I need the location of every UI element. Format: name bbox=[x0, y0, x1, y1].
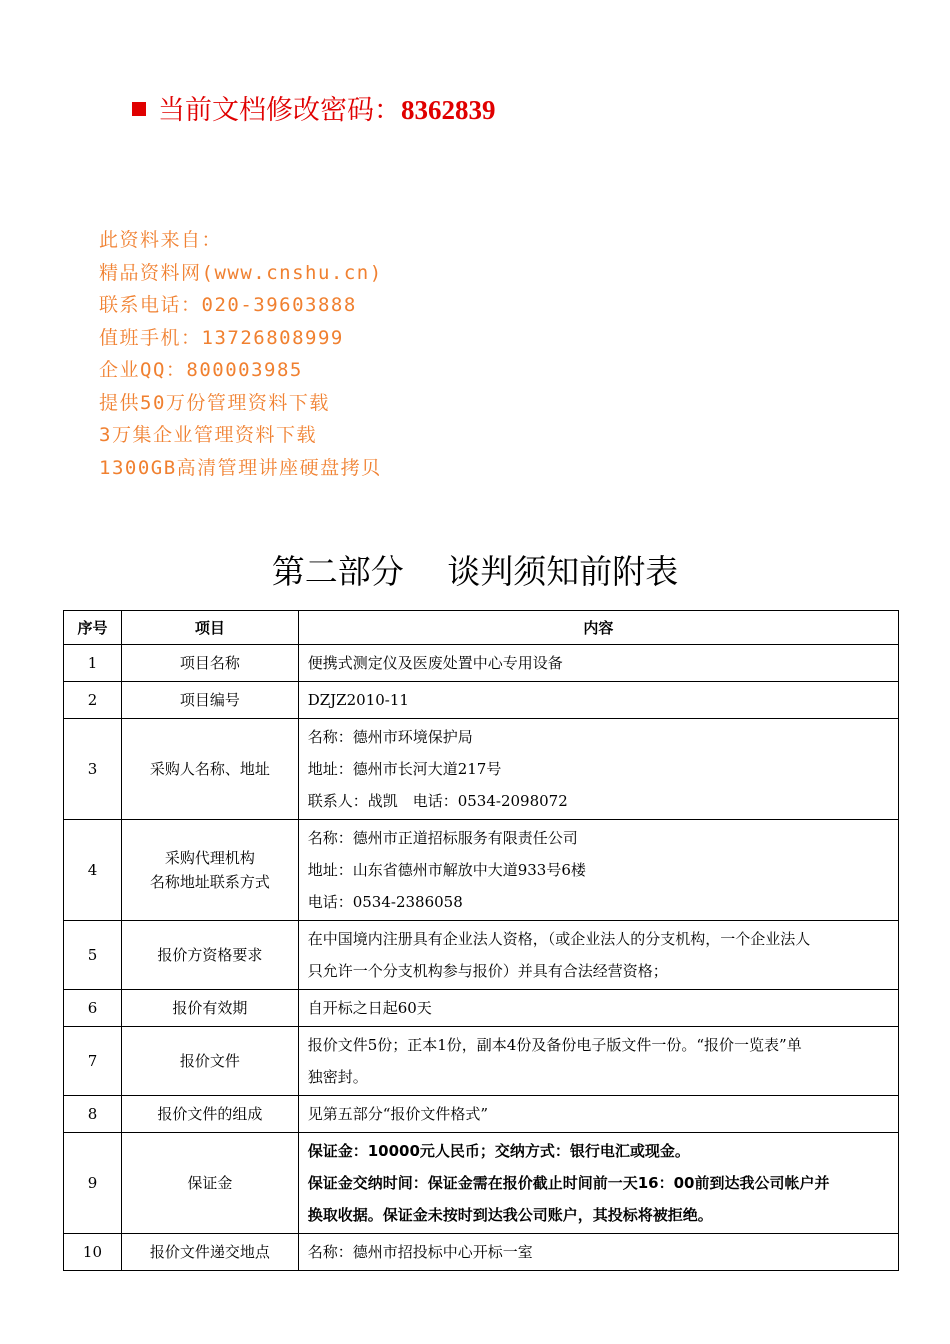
row-number: 3 bbox=[64, 719, 122, 820]
password-notice bbox=[132, 88, 496, 127]
row-item bbox=[121, 820, 298, 921]
content-line: 名称：德州市环境保护局 bbox=[307, 728, 473, 746]
table-row bbox=[64, 921, 899, 990]
table-row bbox=[64, 820, 899, 921]
content-line: DZJZ2010-11 bbox=[307, 691, 409, 709]
item-line: 保证金 bbox=[187, 1174, 233, 1192]
row-number: 10 bbox=[64, 1234, 122, 1271]
table-header-row bbox=[64, 611, 899, 645]
content-line: 联系人：战凯 电话：0534-2098072 bbox=[307, 792, 568, 810]
row-number: 1 bbox=[64, 645, 122, 682]
content-line: 只允许一个分支机构参与报价）并具有合法经营资格； bbox=[307, 962, 668, 980]
row-item bbox=[121, 645, 298, 682]
row-content bbox=[298, 1133, 898, 1234]
item-line: 报价文件 bbox=[179, 1052, 240, 1070]
row-number: 5 bbox=[64, 921, 122, 990]
row-content bbox=[298, 1234, 898, 1271]
section-title: 第二部分 谈判须知前附表 bbox=[271, 552, 679, 591]
source-line: 1300GB高清管理讲座硬盘拷贝 bbox=[99, 456, 382, 479]
row-item bbox=[121, 1096, 298, 1133]
item-line: 报价方资格要求 bbox=[157, 946, 263, 964]
row-content bbox=[298, 1027, 898, 1096]
row-content bbox=[298, 719, 898, 820]
content-line: 独密封。 bbox=[307, 1068, 368, 1086]
row-number: 4 bbox=[64, 820, 122, 921]
content-line: 名称：德州市招投标中心开标一室 bbox=[307, 1243, 533, 1261]
row-number: 2 bbox=[64, 682, 122, 719]
header-item: 项目 bbox=[121, 611, 298, 645]
source-info bbox=[99, 224, 383, 484]
item-line: 名称地址联系方式 bbox=[149, 873, 270, 891]
row-item bbox=[121, 990, 298, 1027]
content-line: 自开标之日起60天 bbox=[307, 999, 432, 1017]
row-content bbox=[298, 1096, 898, 1133]
password-value: 8362839 bbox=[401, 95, 496, 125]
header-content: 内容 bbox=[298, 611, 898, 645]
source-line: 企业QQ：800003985 bbox=[99, 359, 303, 381]
source-line: 此资料来自： bbox=[99, 229, 223, 251]
table-row bbox=[64, 1027, 899, 1096]
row-content bbox=[298, 921, 898, 990]
table-row bbox=[64, 1234, 899, 1271]
row-content bbox=[298, 820, 898, 921]
row-content bbox=[298, 990, 898, 1027]
content-line: 名称：德州市正道招标服务有限责任公司 bbox=[307, 829, 578, 847]
item-line: 采购人名称、地址 bbox=[149, 760, 270, 778]
content-line: 换取收据。保证金未按时到达我公司账户，其投标将被拒绝。 bbox=[307, 1206, 713, 1224]
source-line: 值班手机：13726808999 bbox=[99, 326, 344, 349]
source-line: 精品资料网(www.cnshu.cn) bbox=[99, 261, 383, 284]
source-line: 联系电话：020-39603888 bbox=[99, 294, 357, 316]
content-line: 地址：德州市长河大道217号 bbox=[307, 760, 502, 778]
item-line: 报价文件的组成 bbox=[157, 1105, 263, 1123]
row-item bbox=[121, 921, 298, 990]
item-line: 项目名称 bbox=[179, 654, 240, 672]
row-number: 8 bbox=[64, 1096, 122, 1133]
info-table bbox=[63, 610, 899, 1271]
item-line: 报价有效期 bbox=[172, 999, 248, 1017]
content-line: 保证金：10000元人民币；交纳方式：银行电汇或现金。 bbox=[307, 1142, 690, 1160]
row-number: 6 bbox=[64, 990, 122, 1027]
item-line: 采购代理机构 bbox=[164, 849, 255, 867]
row-content bbox=[298, 645, 898, 682]
content-line: 便携式测定仪及医废处置中心专用设备 bbox=[307, 654, 563, 672]
content-line: 电话：0534-2386058 bbox=[307, 893, 463, 911]
red-square-icon bbox=[132, 102, 146, 116]
source-line: 3万集企业管理资料下载 bbox=[99, 424, 317, 446]
header-no: 序号 bbox=[64, 611, 122, 645]
row-number: 9 bbox=[64, 1133, 122, 1234]
table-row bbox=[64, 990, 899, 1027]
item-line: 项目编号 bbox=[179, 691, 240, 709]
table-row bbox=[64, 645, 899, 682]
content-line: 地址：山东省德州市解放中大道933号6楼 bbox=[307, 861, 586, 879]
row-item bbox=[121, 1027, 298, 1096]
table-row bbox=[64, 682, 899, 719]
content-line: 在中国境内注册具有企业法人资格，（或企业法人的分支机构，一个企业法人 bbox=[307, 930, 811, 948]
password-label: 当前文档修改密码： bbox=[158, 95, 401, 126]
content-line: 报价文件5份；正本1份，副本4份及备份电子版文件一份。“报价一览表”单 bbox=[307, 1036, 802, 1054]
row-item bbox=[121, 682, 298, 719]
table-row bbox=[64, 719, 899, 820]
source-line: 提供50万份管理资料下载 bbox=[99, 391, 330, 414]
table-row bbox=[64, 1133, 899, 1234]
row-content bbox=[298, 682, 898, 719]
item-line: 报价文件递交地点 bbox=[149, 1243, 270, 1261]
row-item bbox=[121, 1234, 298, 1271]
row-item bbox=[121, 719, 298, 820]
table-row bbox=[64, 1096, 899, 1133]
row-item bbox=[121, 1133, 298, 1234]
content-line: 保证金交纳时间：保证金需在报价截止时间前一天16：00前到达我公司帐户并 bbox=[307, 1174, 830, 1192]
content-line: 见第五部分“报价文件格式” bbox=[307, 1105, 489, 1123]
row-number: 7 bbox=[64, 1027, 122, 1096]
